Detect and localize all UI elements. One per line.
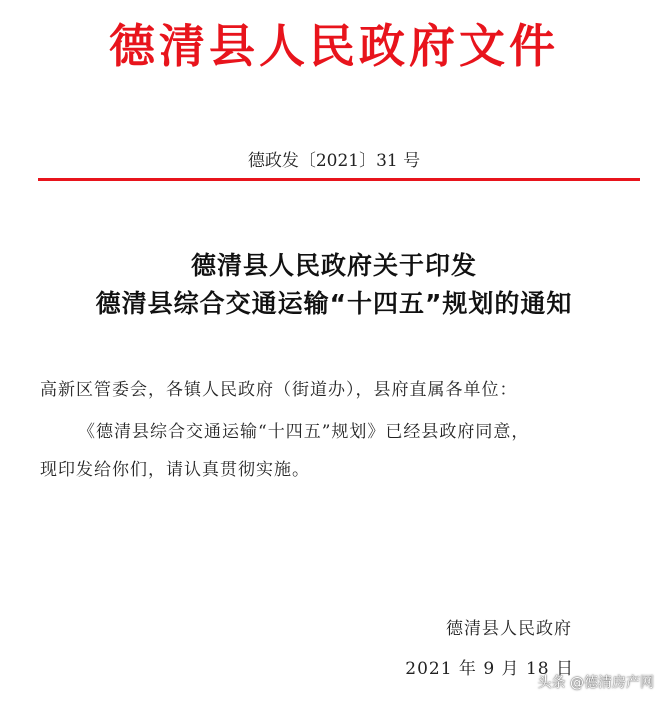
notice-title-line-2: 德清县综合交通运输“十四五”规划的通知: [95, 289, 573, 318]
issuer-signature: 德清县人民政府: [446, 619, 572, 639]
issue-date: 2021 年 9 月 18 日: [405, 659, 574, 679]
notice-title-line-1: 德清县人民政府关于印发: [190, 251, 477, 280]
body-paragraph-line-1: 《德清县综合交通运输“十四五”规划》已经县政府同意，: [78, 422, 530, 442]
body-paragraph-line-2: 现印发给你们，请认真贯彻实施。: [40, 460, 310, 480]
addressee-line: 高新区管委会，各镇人民政府（街道办），县府直属各单位：: [40, 380, 518, 400]
red-divider-line: [38, 178, 640, 181]
source-watermark: 头条 @德清房产网: [537, 675, 654, 691]
document-number: 德政发〔2021〕31 号: [247, 151, 421, 171]
document-header-title: 德清县人民政府文件: [109, 19, 559, 73]
